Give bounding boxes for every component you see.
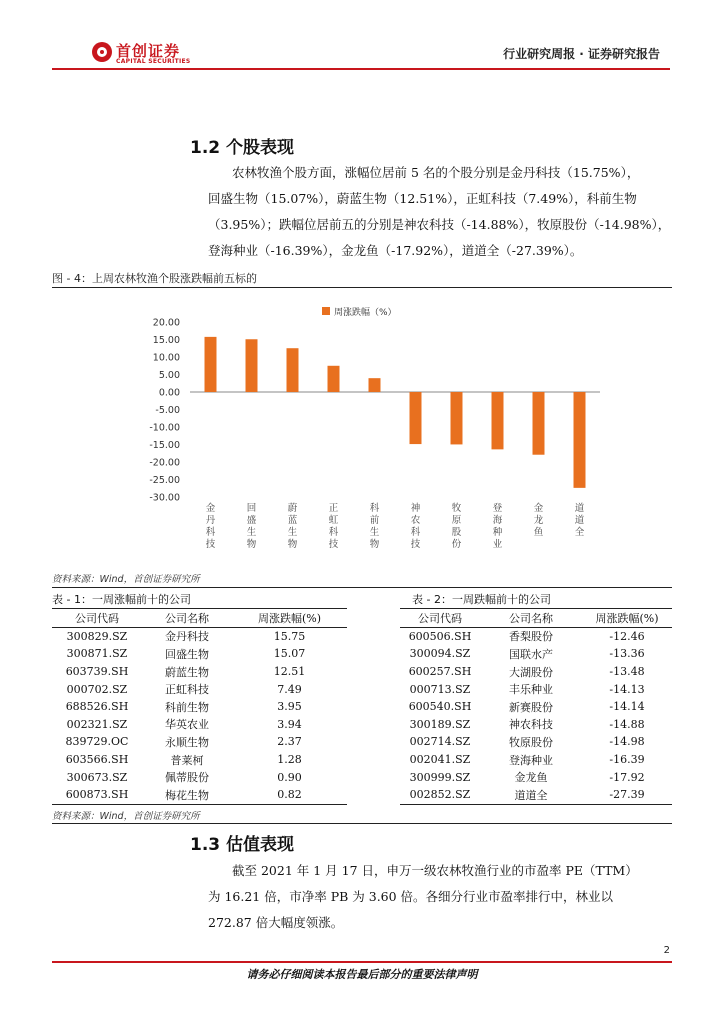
table-row — [52, 768, 347, 786]
company-code-cell: 600873.SH — [65, 788, 129, 802]
weekly-change-cell: 15.07 — [273, 647, 306, 661]
company-code-cell: 000702.SZ — [66, 682, 128, 696]
table-top-gainers — [52, 608, 347, 805]
table-row — [400, 698, 672, 716]
company-code-cell: 688526.SH — [65, 700, 129, 714]
company-name-cell: 丰乐种业 — [509, 683, 553, 697]
company-code-cell: 300871.SZ — [66, 647, 128, 661]
company-code-cell: 839729.OC — [65, 735, 129, 749]
y-tick-label: -25.00 — [149, 475, 180, 486]
weekly-change-cell: -14.13 — [609, 682, 645, 696]
legal-notice: 请务必仔细阅读本报告最后部分的重要法律声明 — [246, 968, 478, 981]
x-tick-label: 登海种业 — [492, 503, 503, 550]
x-tick-label: 神农科技 — [410, 503, 421, 550]
x-tick-label: 金龙鱼 — [533, 503, 544, 538]
company-code-cell: 300189.SZ — [409, 717, 471, 731]
section-title-stock-performance: 1.2 个股表现 — [190, 138, 295, 158]
y-tick-label: -5.00 — [155, 405, 180, 416]
weekly-change-cell: -12.46 — [609, 629, 645, 643]
company-code-cell: 002041.SZ — [409, 753, 471, 767]
company-name-cell: 新赛股份 — [509, 700, 553, 714]
company-code-cell: 002714.SZ — [409, 735, 471, 749]
table-row — [400, 733, 672, 751]
x-tick-label: 正虹科技 — [328, 503, 339, 550]
company-code-cell: 300094.SZ — [409, 647, 471, 661]
tables-bottom-rule — [52, 823, 672, 824]
bar-金龙鱼 — [533, 392, 545, 455]
x-tick-label: 金丹科技 — [205, 503, 216, 550]
y-tick-label: 5.00 — [158, 370, 180, 381]
company-name-cell: 科前生物 — [165, 700, 209, 714]
stock-change-bar-chart — [52, 290, 672, 560]
company-name-cell: 登海种业 — [509, 753, 553, 767]
table-row — [52, 663, 347, 681]
footer-divider — [52, 961, 672, 963]
paragraph-line: 截至 2021 年 1 月 17 日，申万一级农林牧渔行业的市盈率 PE（TTM） — [232, 863, 638, 878]
company-name-cell: 金丹科技 — [165, 630, 209, 644]
paragraph-line: 农林牧渔个股方面，涨幅位居前 5 名的个股分别是金丹科技（15.75%）， — [232, 165, 640, 180]
valuation-paragraph — [208, 858, 672, 936]
paragraph-line: （3.95%）；跌幅位居前五的分别是神农科技（-14.88%），牧原股份（-14.98%）， — [208, 217, 671, 232]
company-name-cell: 国联水产 — [509, 647, 553, 661]
company-code-cell: 600506.SH — [408, 629, 472, 643]
company-name-cell: 神农科技 — [509, 718, 553, 732]
bar-神农科技 — [410, 392, 422, 444]
y-tick-label: 20.00 — [152, 317, 180, 329]
x-tick-label: 科前生物 — [369, 503, 380, 550]
weekly-change-cell: -14.98 — [609, 735, 645, 749]
weekly-change-cell: -16.39 — [609, 753, 645, 767]
figure-caption: 图 - 4：上周农林牧渔个股涨跌幅前五标的 — [52, 272, 257, 285]
company-name-cell: 金龙鱼 — [514, 771, 548, 785]
legend-label: 周涨跌幅（%） — [334, 308, 397, 318]
table-row — [52, 627, 347, 645]
bar-金丹科技 — [205, 337, 217, 392]
weekly-change-cell: -13.36 — [609, 647, 645, 661]
column-header: 公司代码 — [75, 611, 119, 625]
company-name-cell: 普莱柯 — [170, 753, 204, 767]
weekly-change-cell: -13.48 — [609, 665, 645, 679]
bar-登海种业 — [492, 392, 504, 449]
company-code-cell: 603739.SH — [65, 665, 129, 679]
weekly-change-cell: 2.37 — [277, 735, 302, 749]
paragraph-line: 登海种业（-16.39%），金龙鱼（-17.92%），道道全（-27.39%）。 — [208, 243, 583, 258]
page-number: 2 — [663, 945, 670, 956]
weekly-change-cell: 3.95 — [277, 700, 302, 714]
y-tick-label: -10.00 — [149, 422, 180, 434]
column-header: 周涨跌幅(%) — [595, 611, 659, 625]
company-name-cell: 永顺生物 — [165, 735, 209, 749]
weekly-change-cell: 3.94 — [277, 717, 302, 731]
y-tick-label: 10.00 — [152, 352, 180, 364]
report-type: 行业研究周报 · 证券研究报告 — [503, 47, 660, 61]
bar-回盛生物 — [246, 339, 258, 392]
weekly-change-cell: 0.82 — [277, 788, 302, 802]
logo-chinese-name: 首创证券 — [116, 42, 181, 60]
x-tick-label: 道道全 — [574, 503, 585, 538]
figure-top-rule — [52, 287, 672, 288]
x-tick-label: 蔚蓝生物 — [287, 503, 298, 550]
company-name-cell: 大湖股份 — [509, 665, 553, 679]
table-row — [400, 627, 672, 645]
table-row — [52, 733, 347, 751]
section-title-valuation: 1.3 估值表现 — [190, 835, 295, 855]
table-row — [400, 768, 672, 786]
x-tick-label: 牧原股份 — [451, 503, 462, 550]
company-code-cell: 600540.SH — [408, 700, 472, 714]
logo-english-name: CAPITAL SECURITIES — [116, 58, 191, 65]
company-name-cell: 道道全 — [514, 788, 548, 802]
paragraph-line: 回盛生物（15.07%），蔚蓝生物（12.51%），正虹科技（7.49%），科前生物 — [208, 191, 637, 206]
company-code-cell: 000713.SZ — [409, 682, 471, 696]
x-axis-labels — [206, 502, 585, 550]
y-tick-label: -20.00 — [149, 457, 180, 469]
header-divider — [52, 68, 670, 70]
table-row — [400, 751, 672, 769]
company-name-cell: 牧原股份 — [509, 735, 553, 749]
table-row — [400, 680, 672, 698]
table-up-caption: 表 - 1：一周涨幅前十的公司 — [52, 593, 191, 606]
table-row — [52, 645, 347, 663]
weekly-change-cell: -14.14 — [609, 700, 645, 714]
company-name-cell: 回盛生物 — [165, 647, 209, 661]
company-code-cell: 600257.SH — [408, 665, 472, 679]
table-row — [400, 663, 672, 681]
column-header: 公司名称 — [165, 611, 209, 625]
company-code-cell: 300673.SZ — [66, 770, 128, 784]
table-row — [52, 786, 347, 804]
tables-source: 资料来源：Wind，首创证券研究所 — [52, 811, 200, 822]
x-tick-label: 回盛生物 — [246, 503, 257, 550]
column-header: 周涨跌幅(%) — [257, 611, 322, 625]
paragraph-line: 272.87 倍大幅度领涨。 — [208, 915, 344, 930]
company-code-cell: 300829.SZ — [66, 629, 128, 643]
weekly-change-cell: 15.75 — [273, 629, 306, 643]
y-tick-label: 15.00 — [152, 335, 180, 346]
y-tick-label: 0.00 — [158, 387, 180, 399]
column-header: 公司名称 — [509, 611, 553, 625]
weekly-change-cell: 0.90 — [277, 770, 302, 784]
bars-group — [205, 337, 586, 488]
table-row — [52, 698, 347, 716]
y-tick-label: -30.00 — [149, 492, 180, 504]
company-logo-icon — [92, 42, 112, 62]
company-code-cell: 002852.SZ — [409, 788, 471, 802]
weekly-change-cell: 12.51 — [273, 665, 306, 679]
table-row — [400, 716, 672, 734]
company-name-cell: 香梨股份 — [509, 630, 553, 644]
figure-source: 资料来源：Wind，首创证券研究所 — [52, 574, 200, 585]
figure-bottom-rule — [52, 587, 672, 588]
weekly-change-cell: 1.28 — [277, 753, 302, 767]
table-row — [52, 751, 347, 769]
table-down-caption: 表 - 2：一周跌幅前十的公司 — [412, 593, 551, 606]
company-name-cell: 梅花生物 — [165, 788, 209, 802]
company-code-cell: 603566.SH — [65, 753, 129, 767]
company-name-cell: 华英农业 — [165, 718, 209, 732]
table-body — [400, 627, 672, 804]
bar-牧原股份 — [451, 392, 463, 444]
company-code-cell: 002321.SZ — [66, 717, 128, 731]
company-code-cell: 300999.SZ — [409, 770, 471, 784]
bar-正虹科技 — [328, 366, 340, 392]
company-name-cell: 蔚蓝生物 — [165, 665, 209, 679]
weekly-change-cell: -27.39 — [609, 788, 645, 802]
bar-科前生物 — [369, 378, 381, 392]
table-row — [400, 786, 672, 804]
weekly-change-cell: 7.49 — [277, 682, 302, 696]
paragraph-line: 为 16.21 倍，市净率 PB 为 3.60 倍。各细分行业市盈率排行中，林业以 — [208, 889, 614, 904]
weekly-change-cell: -14.88 — [609, 717, 645, 731]
table-row — [52, 680, 347, 698]
table-body — [52, 627, 347, 804]
y-tick-label: -15.00 — [149, 440, 180, 451]
chart-legend — [322, 306, 397, 318]
company-name-cell: 正虹科技 — [165, 683, 209, 697]
bar-蔚蓝生物 — [287, 348, 299, 392]
table-top-losers — [400, 608, 672, 805]
company-name-cell: 佩蒂股份 — [165, 771, 209, 785]
table-row — [400, 645, 672, 663]
bar-道道全 — [574, 392, 586, 488]
weekly-change-cell: -17.92 — [609, 770, 645, 784]
y-axis — [149, 318, 600, 504]
column-header: 公司代码 — [418, 611, 462, 625]
legend-swatch — [322, 307, 330, 315]
stock-performance-paragraph — [208, 160, 672, 264]
table-row — [52, 716, 347, 734]
